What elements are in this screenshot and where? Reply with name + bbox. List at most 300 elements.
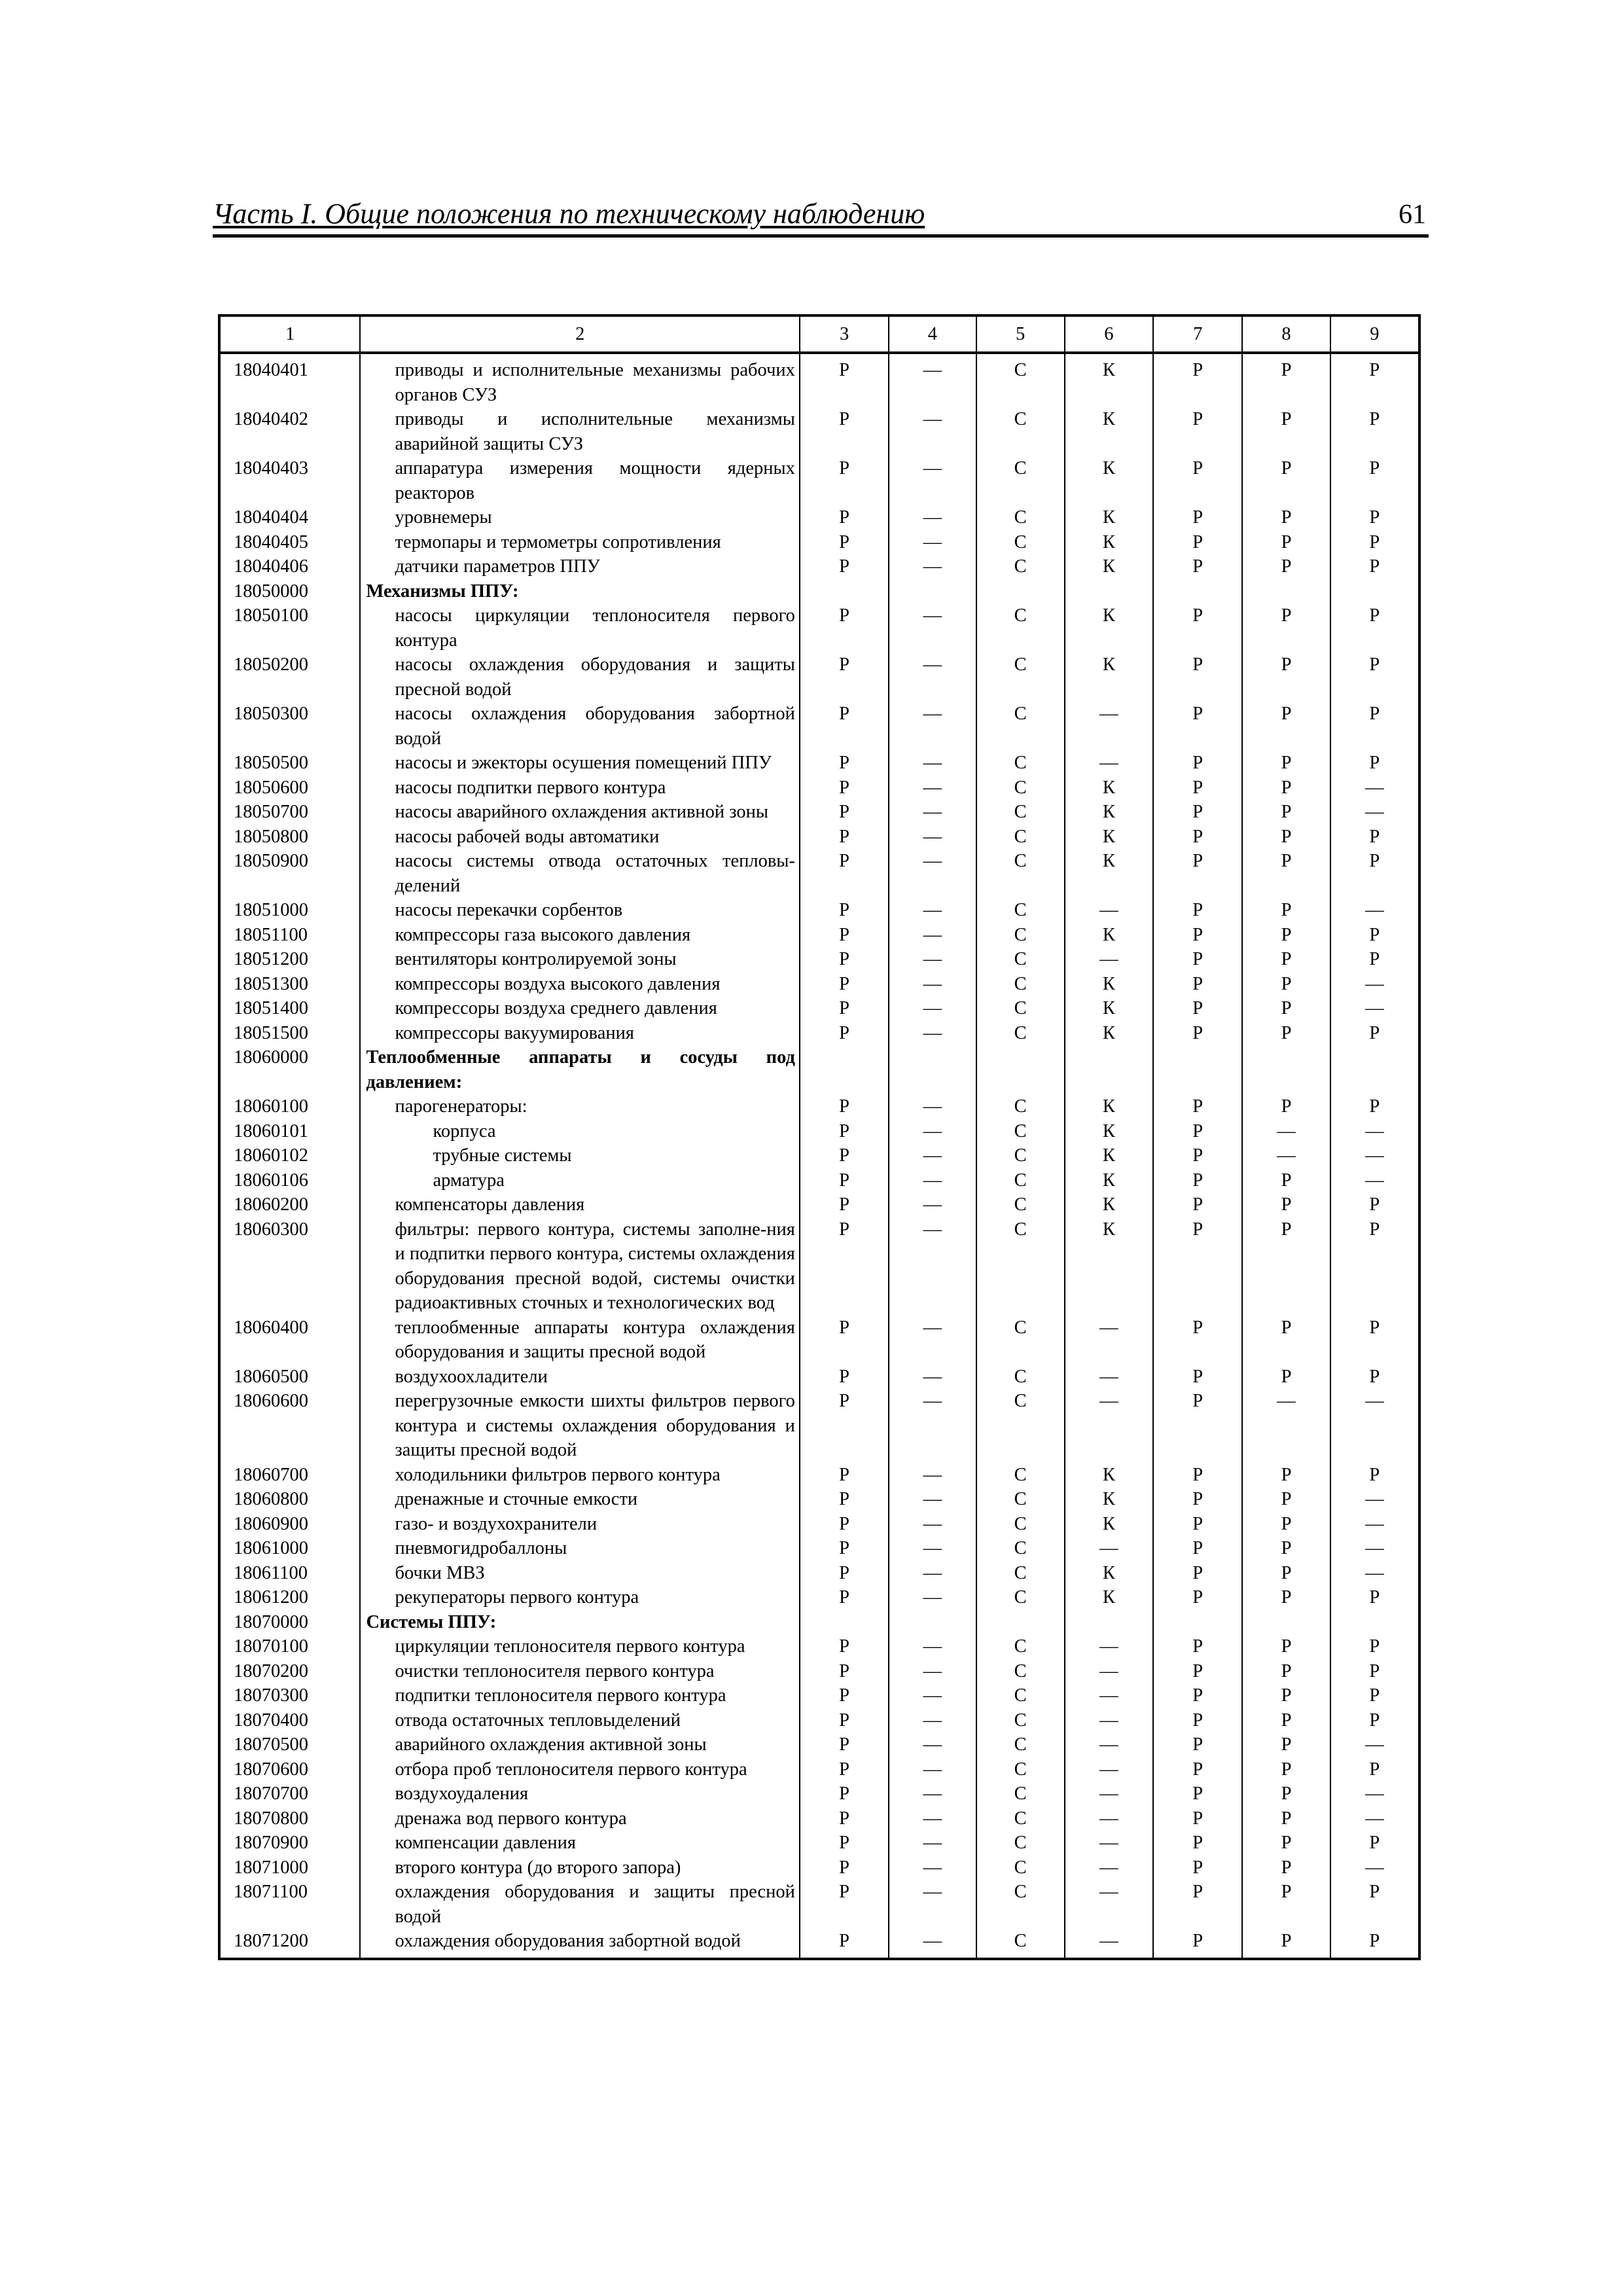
item-description: подпитки теплоносителя первого контура	[360, 1683, 799, 1708]
col-8-mark: Р	[1242, 1659, 1330, 1684]
column-header: 1	[219, 315, 360, 353]
col-4-mark: —	[889, 800, 976, 825]
col-8-mark: Р	[1242, 947, 1330, 972]
col-6-mark: К	[1065, 1512, 1153, 1537]
col-7-mark	[1153, 579, 1242, 604]
item-description: Системы ППУ:	[360, 1610, 799, 1635]
col-4-mark: —	[889, 603, 976, 653]
col-7-mark: Р	[1153, 554, 1242, 579]
col-3-mark: Р	[800, 1880, 889, 1929]
col-7-mark: Р	[1153, 530, 1242, 555]
item-description: очистки теплоносителя первого контура	[360, 1659, 799, 1684]
col-8-mark: Р	[1242, 1365, 1330, 1390]
table-row	[219, 1634, 1419, 1659]
table-row	[219, 1119, 1419, 1144]
col-5-mark: С	[976, 456, 1065, 505]
item-description: бочки МВЗ	[360, 1561, 799, 1586]
col-7-mark: Р	[1153, 1512, 1242, 1537]
col-7-mark: Р	[1153, 1021, 1242, 1046]
col-4-mark: —	[889, 1806, 976, 1831]
col-6-mark: —	[1065, 1831, 1153, 1856]
col-4-mark: —	[889, 1929, 976, 1959]
col-3-mark: Р	[800, 1217, 889, 1316]
col-5-mark: С	[976, 996, 1065, 1021]
table-row	[219, 1193, 1419, 1217]
col-4-mark: —	[889, 1683, 976, 1708]
col-3-mark: Р	[800, 1929, 889, 1959]
col-3-mark: Р	[800, 653, 889, 702]
col-6-mark: К	[1065, 1561, 1153, 1586]
item-description: рекуператоры первого контура	[360, 1585, 799, 1610]
col-3-mark: Р	[800, 1094, 889, 1119]
col-3-mark: Р	[800, 603, 889, 653]
col-7-mark: Р	[1153, 1316, 1242, 1365]
col-3-mark	[800, 1045, 889, 1094]
col-9-mark: Р	[1330, 751, 1419, 776]
item-description: дренажа вод первого контура	[360, 1806, 799, 1831]
col-6-mark: —	[1065, 1880, 1153, 1929]
col-9-mark: —	[1330, 1119, 1419, 1144]
col-4-mark: —	[889, 1365, 976, 1390]
col-7-mark: Р	[1153, 702, 1242, 751]
col-4-mark: —	[889, 1831, 976, 1856]
col-4-mark: —	[889, 1880, 976, 1929]
col-6-mark	[1065, 579, 1153, 604]
table-row	[219, 505, 1419, 530]
col-7-mark: Р	[1153, 1094, 1242, 1119]
col-3-mark	[800, 579, 889, 604]
col-7-mark: Р	[1153, 898, 1242, 923]
col-5-mark: С	[976, 1856, 1065, 1880]
col-5-mark: С	[976, 1487, 1065, 1512]
col-4-mark: —	[889, 353, 976, 407]
table-row	[219, 1389, 1419, 1463]
col-4-mark: —	[889, 1782, 976, 1806]
col-9-mark: Р	[1330, 353, 1419, 407]
col-8-mark: Р	[1242, 702, 1330, 751]
table-row	[219, 996, 1419, 1021]
col-4-mark: —	[889, 1119, 976, 1144]
col-4-mark: —	[889, 1168, 976, 1193]
col-3-mark: Р	[800, 1536, 889, 1561]
col-5-mark: С	[976, 1536, 1065, 1561]
item-description: приводы и исполнительные механизмы аварийной защиты СУЗ	[360, 407, 799, 456]
table-row	[219, 898, 1419, 923]
col-8-mark: Р	[1242, 898, 1330, 923]
col-9-mark: —	[1330, 1782, 1419, 1806]
col-6-mark: —	[1065, 1316, 1153, 1365]
col-6-mark: К	[1065, 1463, 1153, 1488]
col-6-mark: —	[1065, 898, 1153, 923]
col-8-mark: Р	[1242, 1782, 1330, 1806]
col-5-mark: С	[976, 800, 1065, 825]
col-5-mark: С	[976, 849, 1065, 898]
col-4-mark: —	[889, 849, 976, 898]
col-4-mark: —	[889, 1708, 976, 1733]
item-code: 18060000	[219, 1045, 360, 1094]
item-description: корпуса	[360, 1119, 799, 1144]
col-6-mark: К	[1065, 407, 1153, 456]
item-code: 18070600	[219, 1757, 360, 1782]
col-7-mark: Р	[1153, 1389, 1242, 1463]
col-8-mark: Р	[1242, 1585, 1330, 1610]
item-code: 18040406	[219, 554, 360, 579]
col-5-mark: С	[976, 554, 1065, 579]
col-6-mark: —	[1065, 1536, 1153, 1561]
col-7-mark: Р	[1153, 1143, 1242, 1168]
col-6-mark: —	[1065, 1683, 1153, 1708]
table-row	[219, 1168, 1419, 1193]
col-8-mark: Р	[1242, 653, 1330, 702]
col-7-mark: Р	[1153, 923, 1242, 948]
column-header: 4	[889, 315, 976, 353]
item-code: 18070900	[219, 1831, 360, 1856]
table-row	[219, 1610, 1419, 1635]
col-5-mark: С	[976, 947, 1065, 972]
item-description: аварийного охлаждения активной зоны	[360, 1732, 799, 1757]
col-8-mark: Р	[1242, 996, 1330, 1021]
col-8-mark: Р	[1242, 1856, 1330, 1880]
col-7-mark: Р	[1153, 1536, 1242, 1561]
col-5-mark: С	[976, 1119, 1065, 1144]
col-3-mark: Р	[800, 1512, 889, 1537]
table-row	[219, 1585, 1419, 1610]
table-row	[219, 1561, 1419, 1586]
col-7-mark: Р	[1153, 1732, 1242, 1757]
col-5-mark: С	[976, 1732, 1065, 1757]
item-code: 18070400	[219, 1708, 360, 1733]
col-7-mark: Р	[1153, 1463, 1242, 1488]
col-4-mark: —	[889, 923, 976, 948]
item-code: 18071000	[219, 1856, 360, 1880]
item-code: 18051400	[219, 996, 360, 1021]
col-5-mark: С	[976, 825, 1065, 850]
item-description: насосы рабочей воды автоматики	[360, 825, 799, 850]
item-code: 18040402	[219, 407, 360, 456]
item-description: дренажные и сточные емкости	[360, 1487, 799, 1512]
col-6-mark: —	[1065, 1856, 1153, 1880]
col-5-mark: С	[976, 653, 1065, 702]
col-8-mark: —	[1242, 1119, 1330, 1144]
col-3-mark	[800, 1610, 889, 1635]
col-9-mark: —	[1330, 972, 1419, 997]
col-9-mark: —	[1330, 1536, 1419, 1561]
item-description: компрессоры вакуумирования	[360, 1021, 799, 1046]
item-description: приводы и исполнительные механизмы рабочих органов СУЗ	[360, 353, 799, 407]
col-3-mark: Р	[800, 1119, 889, 1144]
item-code: 18060800	[219, 1487, 360, 1512]
col-3-mark: Р	[800, 1021, 889, 1046]
item-description: теплообменные аппараты контура охлаждения оборудования и защиты пресной водой	[360, 1316, 799, 1365]
col-5-mark: С	[976, 751, 1065, 776]
col-9-mark: —	[1330, 1732, 1419, 1757]
item-code: 18050000	[219, 579, 360, 604]
col-4-mark	[889, 579, 976, 604]
col-9-mark: —	[1330, 996, 1419, 1021]
item-code: 18060100	[219, 1094, 360, 1119]
table-row	[219, 1757, 1419, 1782]
col-9-mark	[1330, 579, 1419, 604]
col-9-mark: Р	[1330, 1831, 1419, 1856]
col-7-mark: Р	[1153, 1708, 1242, 1733]
col-8-mark: Р	[1242, 1732, 1330, 1757]
table-row	[219, 1708, 1419, 1733]
col-7-mark: Р	[1153, 1659, 1242, 1684]
col-9-mark: Р	[1330, 505, 1419, 530]
table-body	[219, 353, 1419, 1959]
item-code: 18051500	[219, 1021, 360, 1046]
item-code: 18060900	[219, 1512, 360, 1537]
col-7-mark: Р	[1153, 1119, 1242, 1144]
col-9-mark: Р	[1330, 603, 1419, 653]
item-code: 18060600	[219, 1389, 360, 1463]
col-9-mark: Р	[1330, 530, 1419, 555]
item-description: газо- и воздухохранители	[360, 1512, 799, 1537]
col-8-mark: Р	[1242, 456, 1330, 505]
col-5-mark: С	[976, 1316, 1065, 1365]
col-7-mark: Р	[1153, 1193, 1242, 1217]
col-5-mark: С	[976, 1512, 1065, 1537]
col-8-mark: Р	[1242, 1929, 1330, 1959]
col-7-mark: Р	[1153, 776, 1242, 800]
col-4-mark: —	[889, 1389, 976, 1463]
col-5-mark: С	[976, 1561, 1065, 1586]
col-8-mark: —	[1242, 1389, 1330, 1463]
col-8-mark: Р	[1242, 1487, 1330, 1512]
col-8-mark: Р	[1242, 751, 1330, 776]
col-7-mark: Р	[1153, 1831, 1242, 1856]
col-9-mark: Р	[1330, 653, 1419, 702]
column-header: 5	[976, 315, 1065, 353]
col-4-mark: —	[889, 1021, 976, 1046]
col-7-mark: Р	[1153, 1634, 1242, 1659]
table-row	[219, 947, 1419, 972]
col-8-mark: Р	[1242, 1536, 1330, 1561]
col-6-mark: —	[1065, 947, 1153, 972]
col-6-mark: —	[1065, 1782, 1153, 1806]
col-6-mark: —	[1065, 1708, 1153, 1733]
col-8-mark: Р	[1242, 1880, 1330, 1929]
col-9-mark: —	[1330, 776, 1419, 800]
col-6-mark: К	[1065, 1119, 1153, 1144]
item-description: компрессоры газа высокого давления	[360, 923, 799, 948]
item-description: насосы системы отвода остаточных тепловы-делений	[360, 849, 799, 898]
col-8-mark: Р	[1242, 1831, 1330, 1856]
item-code: 18070100	[219, 1634, 360, 1659]
col-9-mark: Р	[1330, 1193, 1419, 1217]
col-7-mark: Р	[1153, 1856, 1242, 1880]
col-4-mark: —	[889, 825, 976, 850]
col-8-mark: Р	[1242, 1316, 1330, 1365]
col-3-mark: Р	[800, 530, 889, 555]
col-5-mark	[976, 1045, 1065, 1094]
col-7-mark: Р	[1153, 603, 1242, 653]
col-3-mark: Р	[800, 849, 889, 898]
col-9-mark: Р	[1330, 1880, 1419, 1929]
col-3-mark: Р	[800, 407, 889, 456]
table-row	[219, 1831, 1419, 1856]
table-row	[219, 1217, 1419, 1316]
item-code: 18061000	[219, 1536, 360, 1561]
col-3-mark: Р	[800, 800, 889, 825]
col-8-mark: Р	[1242, 1512, 1330, 1537]
item-code: 18051100	[219, 923, 360, 948]
col-3-mark: Р	[800, 1143, 889, 1168]
item-code: 18050100	[219, 603, 360, 653]
col-5-mark: С	[976, 1806, 1065, 1831]
table-row	[219, 825, 1419, 850]
col-8-mark: Р	[1242, 1021, 1330, 1046]
col-3-mark: Р	[800, 972, 889, 997]
item-description: воздухоудаления	[360, 1782, 799, 1806]
table-row	[219, 456, 1419, 505]
col-5-mark: С	[976, 1389, 1065, 1463]
table-row	[219, 554, 1419, 579]
col-5-mark: С	[976, 1585, 1065, 1610]
item-code: 18050200	[219, 653, 360, 702]
col-4-mark: —	[889, 1634, 976, 1659]
col-5-mark: С	[976, 1659, 1065, 1684]
col-8-mark: Р	[1242, 505, 1330, 530]
col-3-mark: Р	[800, 505, 889, 530]
col-5-mark: С	[976, 898, 1065, 923]
table-row	[219, 1536, 1419, 1561]
item-code: 18060106	[219, 1168, 360, 1193]
col-3-mark: Р	[800, 1757, 889, 1782]
col-8-mark: Р	[1242, 1683, 1330, 1708]
item-description: перегрузочные емкости шихты фильтров первого контура и системы охлаждения оборудования и защиты пресной водой	[360, 1389, 799, 1463]
col-4-mark: —	[889, 1463, 976, 1488]
col-7-mark: Р	[1153, 407, 1242, 456]
col-8-mark: Р	[1242, 1193, 1330, 1217]
col-4-mark	[889, 1610, 976, 1635]
col-3-mark: Р	[800, 751, 889, 776]
col-8-mark: Р	[1242, 1561, 1330, 1586]
item-description: арматура	[360, 1168, 799, 1193]
col-5-mark: С	[976, 1929, 1065, 1959]
table-row	[219, 653, 1419, 702]
col-5-mark: С	[976, 972, 1065, 997]
col-9-mark: Р	[1330, 1634, 1419, 1659]
item-code: 18050300	[219, 702, 360, 751]
col-6-mark: К	[1065, 1585, 1153, 1610]
col-3-mark: Р	[800, 923, 889, 948]
item-description: охлаждения оборудования забортной водой	[360, 1929, 799, 1959]
item-description: аппаратура измерения мощности ядерных реакторов	[360, 456, 799, 505]
item-description: парогенераторы:	[360, 1094, 799, 1119]
col-3-mark: Р	[800, 947, 889, 972]
col-5-mark: С	[976, 776, 1065, 800]
col-9-mark: —	[1330, 1856, 1419, 1880]
column-header: 6	[1065, 315, 1153, 353]
col-4-mark: —	[889, 751, 976, 776]
col-8-mark: Р	[1242, 1708, 1330, 1733]
col-6-mark: К	[1065, 1094, 1153, 1119]
col-7-mark: Р	[1153, 456, 1242, 505]
col-8-mark: Р	[1242, 530, 1330, 555]
col-9-mark: —	[1330, 1512, 1419, 1537]
item-description: второго контура (до второго запора)	[360, 1856, 799, 1880]
col-7-mark: Р	[1153, 1561, 1242, 1586]
table-row	[219, 849, 1419, 898]
item-code: 18050900	[219, 849, 360, 898]
item-code: 18060200	[219, 1193, 360, 1217]
item-code: 18060700	[219, 1463, 360, 1488]
col-7-mark: Р	[1153, 353, 1242, 407]
col-8-mark: —	[1242, 1143, 1330, 1168]
col-4-mark: —	[889, 407, 976, 456]
table-row	[219, 1659, 1419, 1684]
col-7-mark: Р	[1153, 1806, 1242, 1831]
col-7-mark: Р	[1153, 996, 1242, 1021]
col-7-mark	[1153, 1610, 1242, 1635]
col-9-mark: Р	[1330, 1094, 1419, 1119]
col-9-mark: —	[1330, 1143, 1419, 1168]
col-4-mark: —	[889, 1585, 976, 1610]
item-description: воздухоохладители	[360, 1365, 799, 1390]
col-6-mark: К	[1065, 825, 1153, 850]
col-4-mark: —	[889, 1094, 976, 1119]
table-row	[219, 353, 1419, 407]
col-9-mark: Р	[1330, 825, 1419, 850]
table-row	[219, 1683, 1419, 1708]
col-5-mark: С	[976, 1831, 1065, 1856]
col-9-mark: Р	[1330, 1659, 1419, 1684]
col-4-mark: —	[889, 1512, 976, 1537]
col-3-mark: Р	[800, 1193, 889, 1217]
table-row	[219, 1021, 1419, 1046]
col-8-mark: Р	[1242, 800, 1330, 825]
col-8-mark: Р	[1242, 1757, 1330, 1782]
col-3-mark: Р	[800, 1365, 889, 1390]
col-8-mark: Р	[1242, 825, 1330, 850]
col-3-mark: Р	[800, 1487, 889, 1512]
col-3-mark: Р	[800, 776, 889, 800]
col-6-mark: К	[1065, 1143, 1153, 1168]
col-8-mark: Р	[1242, 1463, 1330, 1488]
table-row	[219, 1463, 1419, 1488]
item-description: насосы охлаждения оборудования и защиты пресной водой	[360, 653, 799, 702]
table-row	[219, 1732, 1419, 1757]
col-4-mark: —	[889, 1487, 976, 1512]
col-6-mark: К	[1065, 776, 1153, 800]
table-row	[219, 1512, 1419, 1537]
col-6-mark: —	[1065, 1929, 1153, 1959]
col-5-mark: С	[976, 1708, 1065, 1733]
col-4-mark: —	[889, 554, 976, 579]
col-6-mark: К	[1065, 1217, 1153, 1316]
col-5-mark: С	[976, 1782, 1065, 1806]
item-description: термопары и термометры сопротивления	[360, 530, 799, 555]
col-5-mark: С	[976, 1168, 1065, 1193]
item-description: насосы циркуляции теплоносителя первого контура	[360, 603, 799, 653]
table-row	[219, 1094, 1419, 1119]
col-4-mark	[889, 1045, 976, 1094]
item-description: отвода остаточных тепловыделений	[360, 1708, 799, 1733]
col-6-mark: К	[1065, 923, 1153, 948]
col-5-mark: С	[976, 603, 1065, 653]
col-3-mark: Р	[800, 825, 889, 850]
col-4-mark: —	[889, 972, 976, 997]
col-8-mark: Р	[1242, 849, 1330, 898]
col-3-mark: Р	[800, 1389, 889, 1463]
col-7-mark	[1153, 1045, 1242, 1094]
col-3-mark: Р	[800, 554, 889, 579]
col-9-mark: Р	[1330, 1757, 1419, 1782]
item-description: датчики параметров ППУ	[360, 554, 799, 579]
col-6-mark: К	[1065, 530, 1153, 555]
col-9-mark	[1330, 1610, 1419, 1635]
